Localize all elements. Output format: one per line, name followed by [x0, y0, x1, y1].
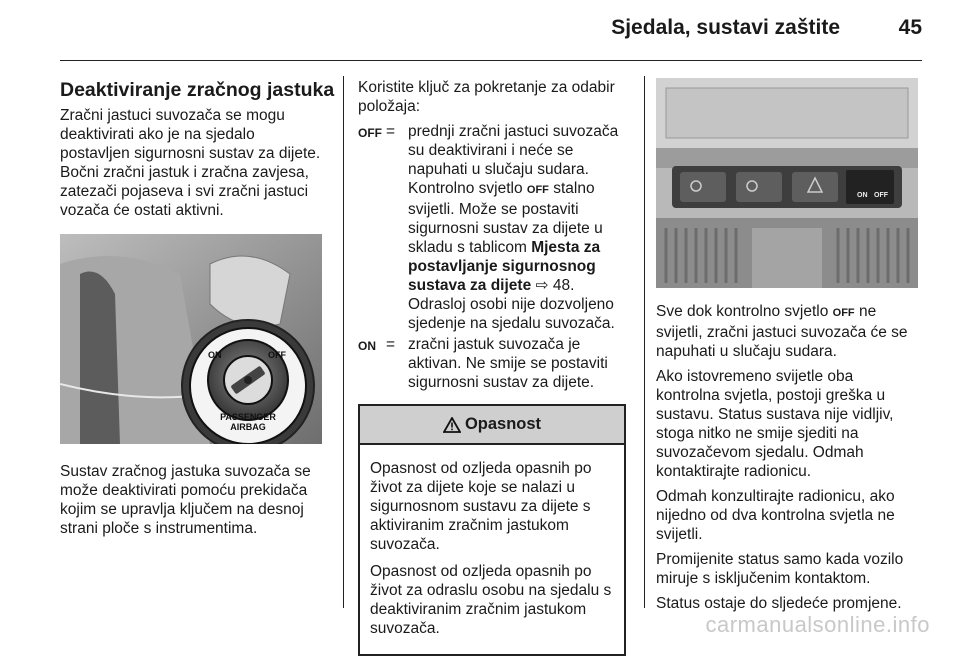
right-paragraph-3: Odmah konzultirajte radionicu, ako nijedno od dva kontrolna svjetla ne svijetli. [656, 488, 895, 543]
column-divider-right [644, 76, 645, 608]
right-paragraph-1-part2: ne svijetli, zračni jastuci suvozača će se napuhati u slučaju sudara. [656, 303, 908, 360]
warning-title: Opasnost [464, 415, 542, 433]
watermark: carmanualsonline.info [705, 612, 930, 637]
right-paragraph-5: Status ostaje do sljedeće promjene. [656, 595, 902, 612]
right-paragraph-2: Ako istovremeno svijetle oba kontrolna svjetla, postoji greška u sustavu. Status sustava nije vidljiv, stoga nitko ne smije sjediti na suvozačevom sjedalu. Odmah kontaktirajte radionicu. [656, 368, 894, 480]
airbag-off-inline-symbol: OFF [832, 307, 855, 319]
dashboard-indicator-illustration [656, 78, 918, 288]
intro-paragraph: Zračni jastuci suvozača se mogu deaktivirati ako je na sjedalo postavljen sigurnosni sustav za dijete. Bočni zračni jastuk i zračna zavjesa, zatezači pojaseva i svi zračni jastuci vozača će ostati aktivni. [60, 107, 321, 219]
switch-airbag-label: AIRBAG [230, 422, 266, 432]
definition-on-text: zračni jastuk suvozača je aktivan. Ne smije se postaviti sigurnosni sustav za dijete. [408, 336, 608, 391]
warning-paragraph-1: Opasnost od ozljeda opasnih po život za dijete koje se nalazi u sigurnosnom sustavu za dijete s aktiviranim zračnim jastukom suvozača. [370, 460, 592, 553]
switch-passenger-label: PASSENGER [220, 412, 276, 422]
running-header-title: Sjedala, sustavi zaštite [611, 16, 840, 39]
airbag-on-symbol: ON [358, 339, 376, 353]
page-ref-number[interactable]: 48 [552, 277, 571, 294]
page-number: 45 [898, 16, 922, 39]
right-column [656, 78, 920, 619]
definition-off-part1: prednji zračni jastuci suvozača su deaktivirani i neće se napuhati u slučaju sudara. Kontrolno svjetlo [408, 123, 619, 197]
definition-on [358, 335, 626, 392]
indicator-on-label: ON [857, 192, 868, 199]
column-divider-left [343, 76, 344, 608]
indicator-off-label: OFF [874, 192, 888, 199]
equals-sign: = [386, 336, 396, 353]
figure-caption: Sustav zračnog jastuka suvozača se može deaktivirati pomoću prekidača kojim se upravlja ključem na desnoj strani ploče s instrumentima. [60, 463, 311, 537]
section-heading: Deaktiviranje zračnog jastuka [60, 79, 335, 101]
definition-off [358, 122, 626, 333]
switch-off-label: OFF [268, 350, 286, 360]
warning-triangle-icon [443, 417, 461, 433]
header-rule [60, 60, 922, 61]
left-column [60, 78, 335, 544]
cross-reference-link[interactable]: Mjesta za postavljanje sigurnosnog sustava za dijete [408, 239, 601, 294]
airbag-off-symbol: OFF [358, 126, 382, 140]
right-paragraph-1-part1: Sve dok kontrolno svjetlo [656, 303, 829, 320]
definition-off-part3: Odrasloj osobi nije dozvoljeno sjedenje na sjedalu suvozača. [408, 296, 615, 332]
middle-intro: Koristite ključ za pokretanje za odabir položaja: [358, 79, 615, 115]
airbag-switch-figure [60, 234, 322, 444]
middle-column [358, 78, 626, 656]
definition-off-text: prednji zračni jastuci suvozača su deaktivirani i neće se napuhati u slučaju sudara. Kontrolno svjetlo OFF stalno svijetli. Može se postaviti sigurnosni sustav za dijete u skladu s tablicom Mjesta za postavljanje sigurnosnog sustava za dijete ⇨ 48. Odrasloj osobi nije dozvoljeno sjedenje na sjedalu suvozača. [408, 123, 619, 332]
definition-off-part2: stalno svijetli. Može se postaviti sigurnosni sustav za dijete u skladu s tablicom [408, 180, 603, 256]
right-paragraph-1 [656, 302, 920, 361]
airbag-off-inline-symbol: OFF [526, 184, 549, 196]
switch-on-label: ON [208, 350, 222, 360]
warning-paragraph-2: Opasnost od ozljeda opasnih po život za odraslu osobu na sjedalu s deaktiviranim zračnim jastukom suvozača. [370, 563, 612, 637]
danger-warning-box [358, 404, 626, 656]
warning-header [360, 406, 624, 445]
page-ref-arrow-icon: ⇨ [535, 277, 549, 294]
airbag-switch-illustration [60, 234, 322, 444]
right-paragraph-4: Promijenite status samo kada vozilo miruje s isključenim kontaktom. [656, 551, 904, 587]
equals-sign: = [386, 123, 396, 140]
dashboard-indicator-figure [656, 78, 918, 288]
warning-body [360, 445, 624, 654]
